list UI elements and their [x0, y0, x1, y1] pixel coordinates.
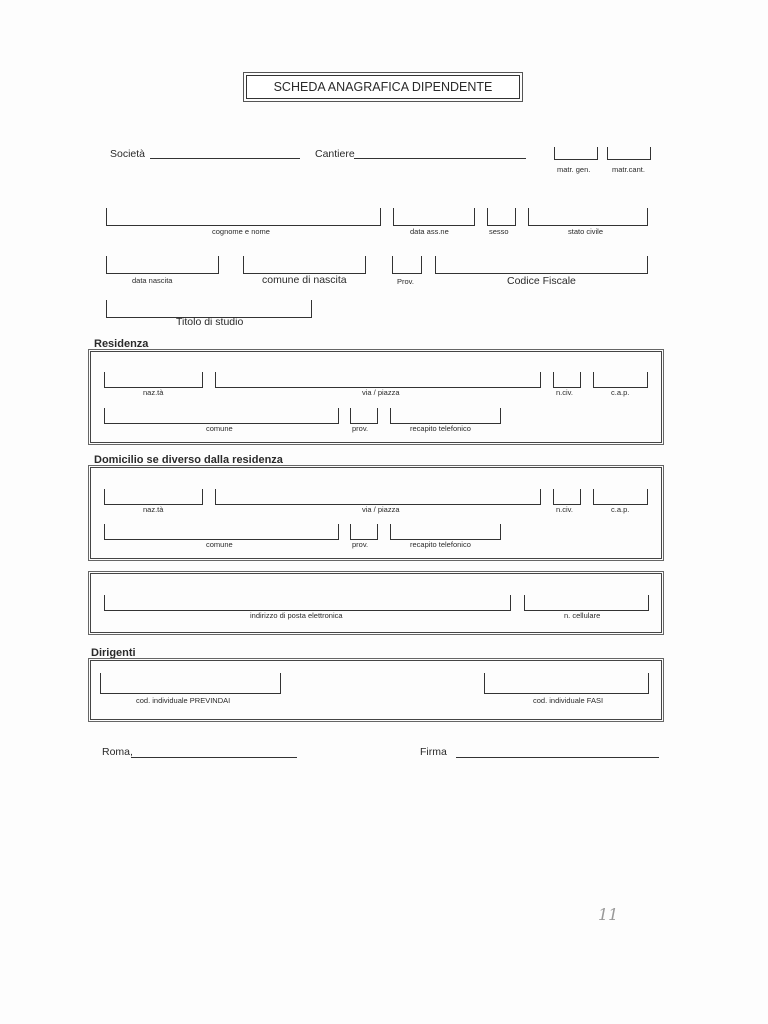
email-field[interactable]	[104, 595, 511, 611]
titolo-studio-label: Titolo di studio	[176, 316, 244, 328]
res-recapito-field[interactable]	[390, 408, 501, 424]
res-nciv-field[interactable]	[553, 372, 581, 388]
fasi-label: cod. individuale FASI	[533, 696, 604, 705]
cellulare-label: n. cellulare	[564, 611, 601, 620]
residenza-heading: Residenza	[94, 338, 149, 350]
cognome-nome-label: cognome e nome	[212, 227, 270, 236]
res-prov-label: prov.	[352, 424, 369, 433]
dom-prov-field[interactable]	[350, 524, 378, 540]
fasi-field[interactable]	[484, 673, 649, 694]
dom-nciv-label: n.civ.	[556, 505, 573, 514]
comune-nascita-label: comune di nascita	[262, 274, 347, 286]
dom-prov-label: prov.	[352, 540, 369, 549]
res-cap-label: c.a.p.	[611, 388, 630, 397]
previndai-label: cod. individuale PREVINDAI	[136, 696, 231, 705]
prov-nascita-field[interactable]	[392, 256, 422, 274]
res-prov-field[interactable]	[350, 408, 378, 424]
dom-nazta-field[interactable]	[104, 489, 203, 505]
res-comune-label: comune	[206, 424, 233, 433]
dom-recapito-label: recapito telefonico	[410, 540, 471, 549]
cognome-nome-field[interactable]	[106, 208, 381, 226]
dom-cap-label: c.a.p.	[611, 505, 630, 514]
matr-cant-field[interactable]	[607, 147, 651, 160]
form-title: SCHEDA ANAGRAFICA DIPENDENTE	[246, 75, 520, 99]
domicilio-heading: Domicilio se diverso dalla residenza	[94, 454, 283, 466]
dom-nciv-field[interactable]	[553, 489, 581, 505]
dom-comune-field[interactable]	[104, 524, 339, 540]
dom-via-label: via / piazza	[362, 505, 400, 514]
dom-cap-field[interactable]	[593, 489, 648, 505]
societa-field[interactable]	[150, 145, 300, 159]
stato-civile-field[interactable]	[528, 208, 648, 226]
cantiere-field[interactable]	[354, 145, 526, 159]
dom-recapito-field[interactable]	[390, 524, 501, 540]
data-nascita-label: data nascita	[132, 276, 173, 285]
codice-fiscale-label: Codice Fiscale	[507, 275, 576, 287]
comune-nascita-field[interactable]	[243, 256, 366, 274]
cantiere-label: Cantiere	[315, 148, 355, 160]
res-nciv-label: n.civ.	[556, 388, 573, 397]
res-nazta-label: naz.tà	[143, 388, 164, 397]
codice-fiscale-field[interactable]	[435, 256, 648, 274]
data-ass-field[interactable]	[393, 208, 475, 226]
firma-field[interactable]	[456, 744, 659, 758]
firma-label: Firma	[420, 746, 447, 758]
stato-civile-label: stato civile	[568, 227, 604, 236]
matr-cant-label: matr.cant.	[612, 165, 645, 174]
cellulare-field[interactable]	[524, 595, 649, 611]
email-label: indirizzo di posta elettronica	[250, 611, 343, 620]
previndai-field[interactable]	[100, 673, 281, 694]
res-cap-field[interactable]	[593, 372, 648, 388]
dirigenti-heading: Dirigenti	[91, 647, 136, 659]
dom-comune-label: comune	[206, 540, 233, 549]
matr-gen-field[interactable]	[554, 147, 598, 160]
roma-date-field[interactable]	[131, 744, 297, 758]
prov-nascita-label: Prov.	[397, 277, 414, 286]
res-recapito-label: recapito telefonico	[410, 424, 471, 433]
societa-label: Società	[110, 148, 146, 160]
sesso-label: sesso	[489, 227, 509, 236]
sesso-field[interactable]	[487, 208, 516, 226]
residenza-box	[90, 351, 662, 443]
matr-gen-label: matr. gen.	[557, 165, 591, 174]
page-mark: 11	[598, 905, 619, 924]
res-via-label: via / piazza	[362, 388, 400, 397]
data-nascita-field[interactable]	[106, 256, 219, 274]
dom-nazta-label: naz.tà	[143, 505, 164, 514]
data-ass-label: data ass.ne	[410, 227, 449, 236]
res-via-field[interactable]	[215, 372, 541, 388]
res-comune-field[interactable]	[104, 408, 339, 424]
dom-via-field[interactable]	[215, 489, 541, 505]
res-nazta-field[interactable]	[104, 372, 203, 388]
roma-label: Roma,	[102, 746, 133, 758]
